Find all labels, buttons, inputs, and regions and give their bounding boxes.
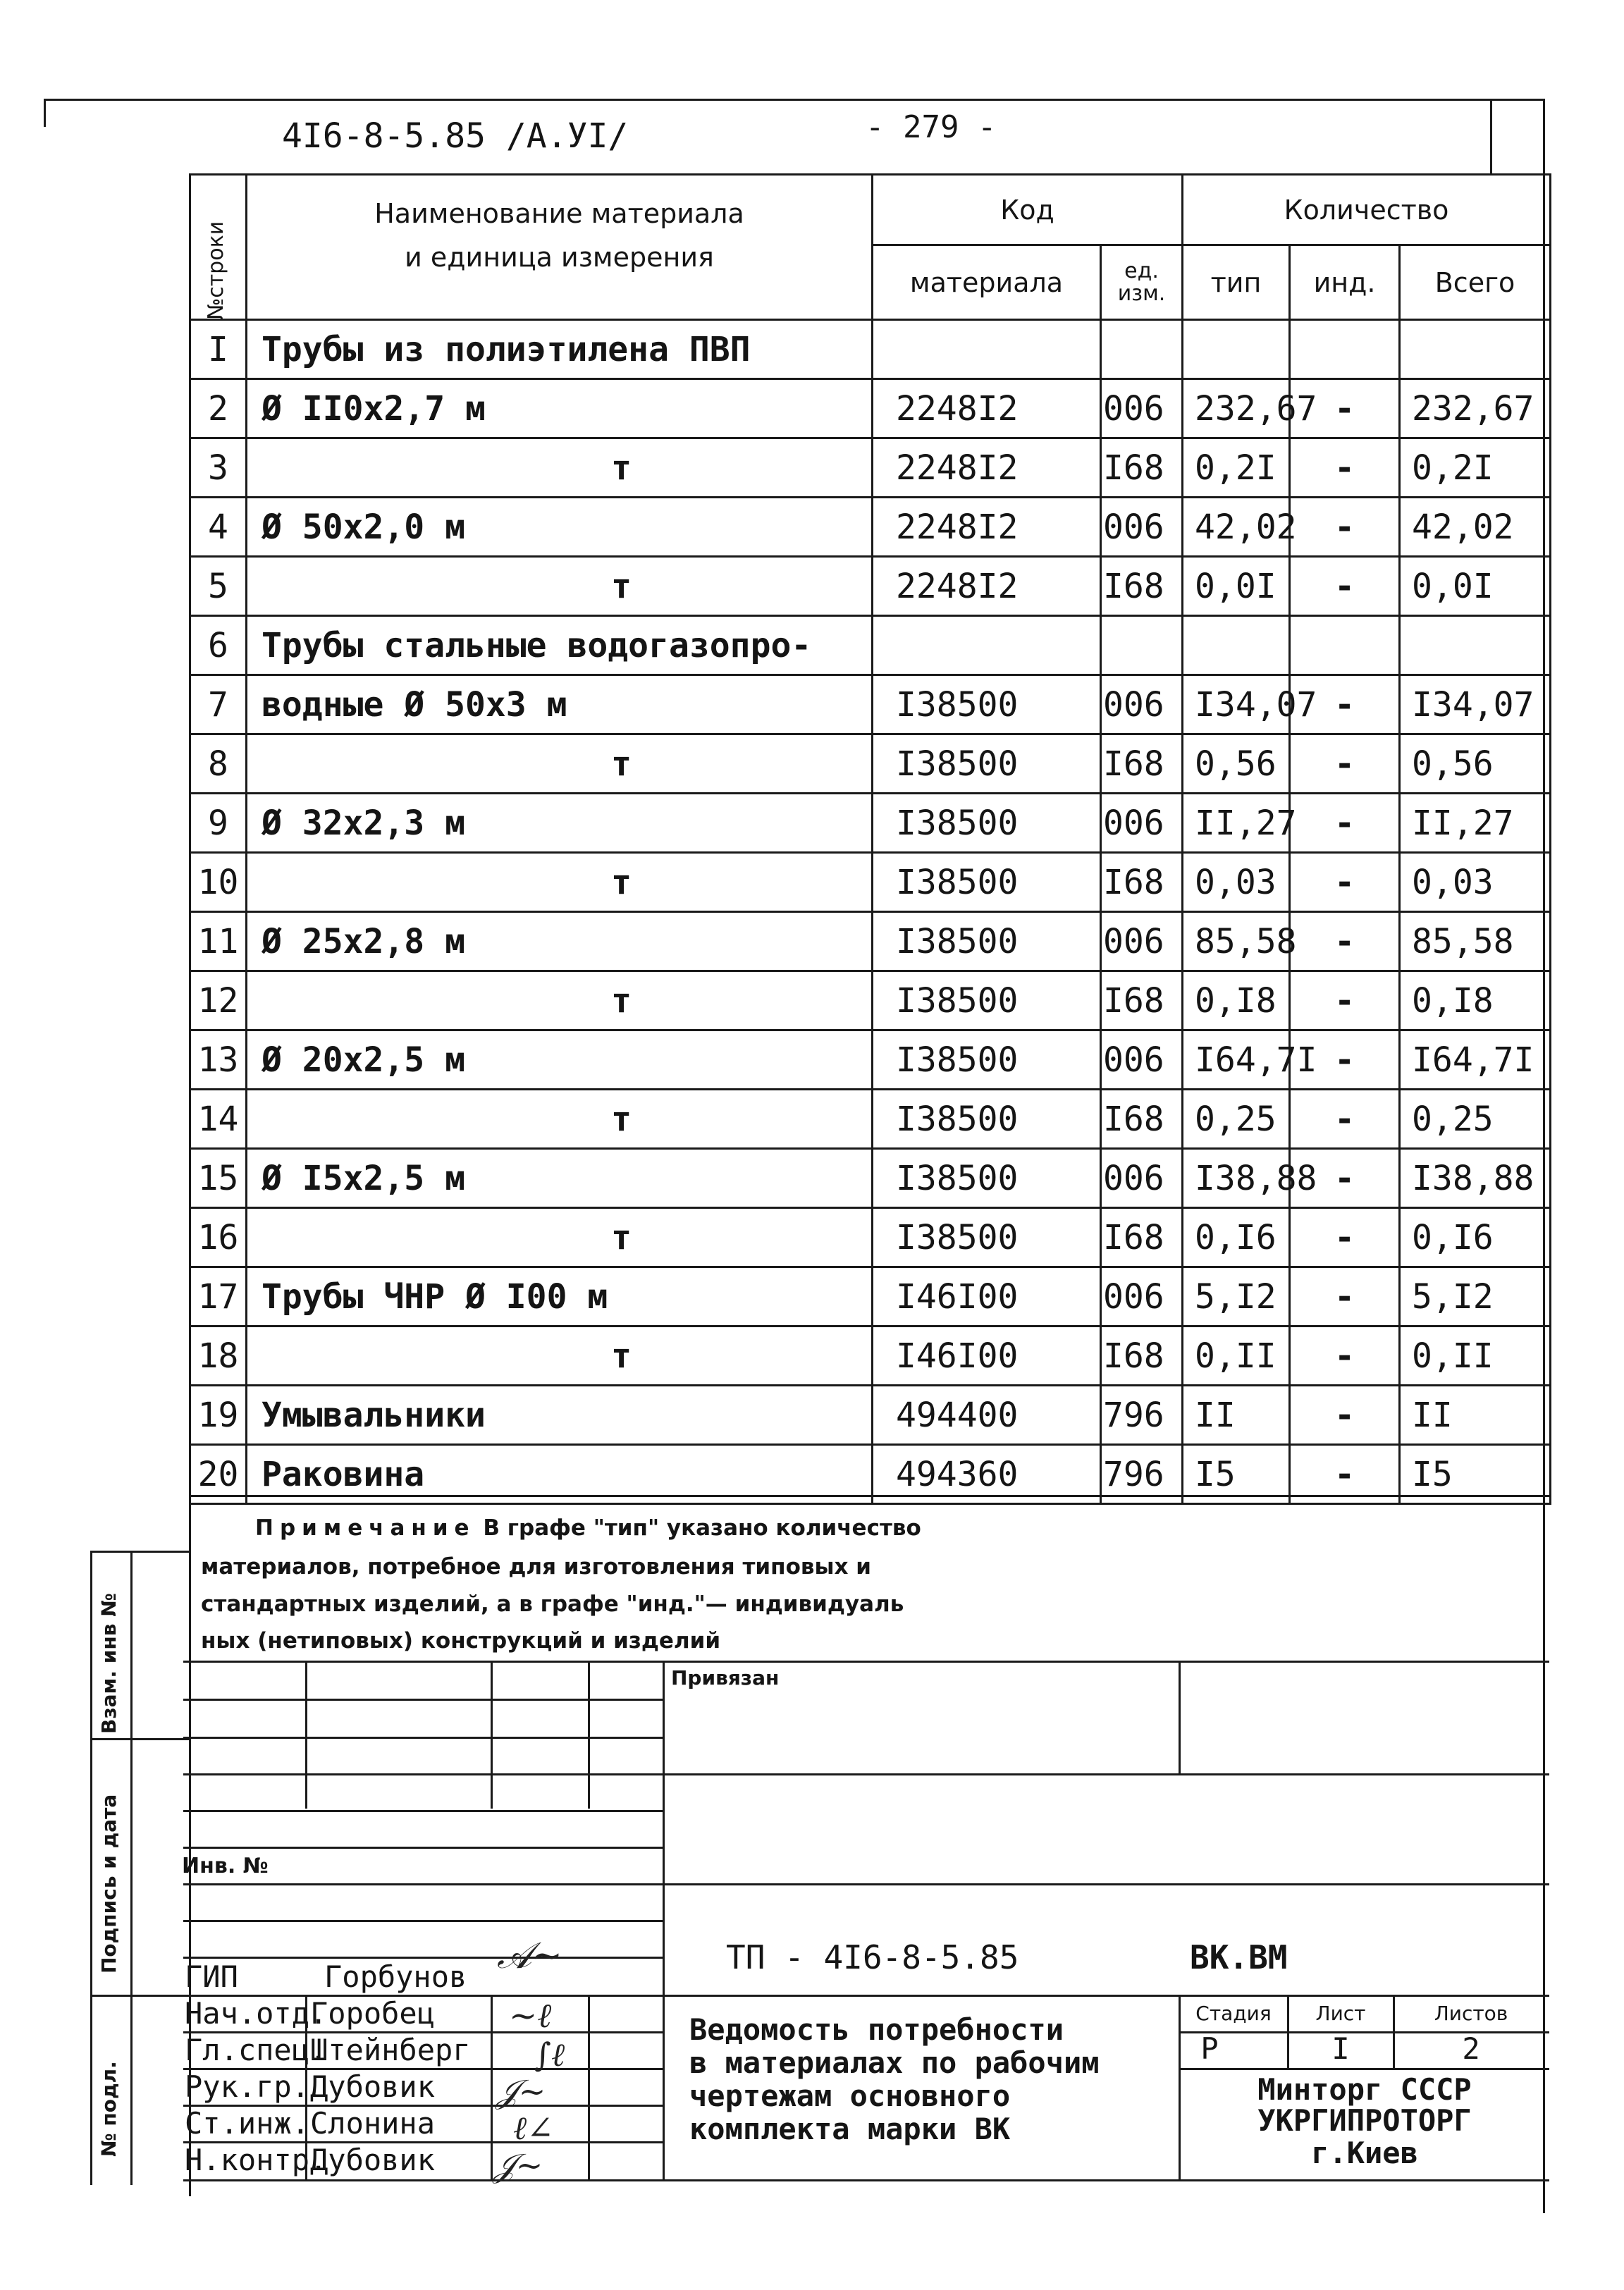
material-code: I38500 bbox=[873, 675, 1101, 734]
material-name: т bbox=[247, 438, 873, 498]
row-number: 10 bbox=[190, 853, 247, 912]
stamp-v3 bbox=[588, 1661, 590, 1809]
signer-name: Дубовик bbox=[310, 2069, 436, 2104]
document-mark: ВК.ВМ bbox=[1190, 1938, 1288, 1976]
sheets-value: 2 bbox=[1462, 2031, 1480, 2066]
material-name: Ø 20x2,5 м bbox=[247, 1030, 873, 1090]
material-code: 2248I2 bbox=[873, 498, 1101, 557]
table-row bbox=[190, 853, 1551, 912]
row-number: 7 bbox=[190, 675, 247, 734]
row-number: 4 bbox=[190, 498, 247, 557]
quantity-ind: - bbox=[1290, 379, 1400, 438]
stamp-grid-h8 bbox=[183, 1957, 663, 1959]
material-code: I38500 bbox=[873, 794, 1101, 853]
table-row bbox=[190, 1030, 1551, 1090]
table-row bbox=[190, 734, 1551, 794]
quantity-ind: - bbox=[1290, 675, 1400, 734]
row-number: 13 bbox=[190, 1030, 247, 1090]
quantity-type: 232,67 bbox=[1183, 379, 1290, 438]
unit-code: 006 bbox=[1101, 1030, 1183, 1090]
unit-code: 006 bbox=[1101, 675, 1183, 734]
side-label-podl: № подл. bbox=[97, 2061, 121, 2157]
stamp-bottom bbox=[663, 2179, 1549, 2181]
stamp-v4 bbox=[663, 1661, 665, 2181]
table-row bbox=[190, 1090, 1551, 1149]
unit-code: I68 bbox=[1101, 1326, 1183, 1386]
note-box-top bbox=[189, 1495, 1549, 1497]
row-number-header-label: №строки bbox=[204, 221, 228, 320]
quantity-type bbox=[1183, 616, 1290, 675]
sheets-label: Листов bbox=[1434, 2002, 1508, 2025]
unit-code: 006 bbox=[1101, 379, 1183, 438]
unit-code: 006 bbox=[1101, 1149, 1183, 1208]
quantity-total: 5,I2 bbox=[1400, 1267, 1551, 1326]
stamp-v6 bbox=[1179, 1995, 1181, 2181]
signer-role: Ст.инж. bbox=[185, 2106, 310, 2141]
signature-gl-spec: ∫ℓ bbox=[534, 2036, 565, 2074]
material-code: I38500 bbox=[873, 1149, 1101, 1208]
material-name: Ø 32x2,3 м bbox=[247, 794, 873, 853]
quantity-type: 0,I6 bbox=[1183, 1208, 1290, 1267]
code-header: Код bbox=[873, 175, 1183, 245]
quantity-ind: - bbox=[1290, 734, 1400, 794]
row-number: 15 bbox=[190, 1149, 247, 1208]
row-number: I bbox=[190, 320, 247, 379]
stage-label: Стадия bbox=[1195, 2002, 1272, 2025]
signer-role: Н.контр. bbox=[185, 2143, 328, 2177]
sheet-title-1: Ведомость потребности bbox=[689, 2012, 1064, 2047]
stamp-info-h2 bbox=[1179, 2068, 1549, 2070]
quantity-total: I5 bbox=[1400, 1445, 1551, 1504]
signer-name: Штейнберг bbox=[310, 2033, 471, 2067]
table-row bbox=[190, 912, 1551, 971]
inv-no-label: Инв. № bbox=[182, 1854, 269, 1878]
quantity-ind: - bbox=[1290, 1030, 1400, 1090]
material-code: I38500 bbox=[873, 912, 1101, 971]
material-name: Трубы из полиэтилена ПВП bbox=[247, 320, 873, 379]
material-name: т bbox=[247, 1326, 873, 1386]
unit-code: I68 bbox=[1101, 971, 1183, 1030]
material-code: I38500 bbox=[873, 1090, 1101, 1149]
row-number: 3 bbox=[190, 438, 247, 498]
sheet-title-4: комплекта марки ВК bbox=[689, 2112, 1011, 2146]
quantity-ind: - bbox=[1290, 1267, 1400, 1326]
quantity-ind: - bbox=[1290, 1090, 1400, 1149]
quantity-total: 0,56 bbox=[1400, 734, 1551, 794]
stamp-grid-h1 bbox=[183, 1699, 663, 1701]
note-text-1: В графе "тип" указано количество bbox=[483, 1515, 921, 1541]
side-label-vzam: Взам. инв № bbox=[97, 1593, 121, 1734]
unit-code bbox=[1101, 320, 1183, 379]
side-strip-left bbox=[90, 1551, 92, 2185]
note-line-1 bbox=[255, 1515, 921, 1541]
unit-code: 006 bbox=[1101, 498, 1183, 557]
signature-nach-otd: ~ℓ bbox=[509, 1996, 552, 2036]
quantity-type: I5 bbox=[1183, 1445, 1290, 1504]
unit-code: I68 bbox=[1101, 438, 1183, 498]
organization-line-2: УКРГИПРОТОРГ bbox=[1257, 2103, 1472, 2138]
table-row bbox=[190, 971, 1551, 1030]
material-name: т bbox=[247, 1208, 873, 1267]
quantity-type: 0,II bbox=[1183, 1326, 1290, 1386]
unit-code: 006 bbox=[1101, 1267, 1183, 1326]
corner-box-left bbox=[1490, 99, 1492, 173]
quantity-total bbox=[1400, 320, 1551, 379]
material-name: т bbox=[247, 853, 873, 912]
table-row bbox=[190, 557, 1551, 616]
table-row bbox=[190, 438, 1551, 498]
quantity-type-header: тип bbox=[1183, 245, 1290, 320]
organization-line-1: Минторг СССР bbox=[1257, 2072, 1472, 2107]
quantity-ind: - bbox=[1290, 912, 1400, 971]
quantity-total: 0,II bbox=[1400, 1326, 1551, 1386]
quantity-header: Количество bbox=[1183, 175, 1551, 245]
unit-code: 006 bbox=[1101, 794, 1183, 853]
stamp-top bbox=[183, 1661, 1549, 1663]
privyazan-label: Привязан bbox=[671, 1666, 780, 1689]
row-number: 14 bbox=[190, 1090, 247, 1149]
sheet-title-3: чертежам основного bbox=[689, 2079, 1011, 2113]
stamp-v1 bbox=[305, 1661, 307, 1809]
table-row bbox=[190, 1386, 1551, 1445]
material-name: Ø I5x2,5 м bbox=[247, 1149, 873, 1208]
quantity-total: II bbox=[1400, 1386, 1551, 1445]
material-name: т bbox=[247, 734, 873, 794]
stamp-grid-h3 bbox=[183, 1773, 1549, 1775]
material-name: Ø 25x2,8 м bbox=[247, 912, 873, 971]
signer-role: Гл.спец. bbox=[185, 2033, 328, 2067]
stamp-v2b bbox=[491, 1995, 493, 2181]
quantity-type: 0,2I bbox=[1183, 438, 1290, 498]
quantity-type: 0,56 bbox=[1183, 734, 1290, 794]
quantity-ind: - bbox=[1290, 794, 1400, 853]
table-row bbox=[190, 498, 1551, 557]
signature-ruk-gr: 𝒥~ bbox=[496, 2072, 546, 2110]
table-row bbox=[190, 1208, 1551, 1267]
table-row bbox=[190, 1326, 1551, 1386]
row-number: 20 bbox=[190, 1445, 247, 1504]
frame-top bbox=[44, 99, 1545, 101]
material-code bbox=[873, 616, 1101, 675]
row-number: 16 bbox=[190, 1208, 247, 1267]
quantity-type: 85,58 bbox=[1183, 912, 1290, 971]
signature-st-inzh: ℓ∠ bbox=[513, 2109, 554, 2147]
material-code: 494360 bbox=[873, 1445, 1101, 1504]
quantity-ind: - bbox=[1290, 971, 1400, 1030]
materials-table bbox=[189, 173, 1551, 1505]
quantity-total: I64,7I bbox=[1400, 1030, 1551, 1090]
row-number: 5 bbox=[190, 557, 247, 616]
material-name: Раковина bbox=[247, 1445, 873, 1504]
quantity-total: 85,58 bbox=[1400, 912, 1551, 971]
material-code: I38500 bbox=[873, 734, 1101, 794]
quantity-ind: - bbox=[1290, 1326, 1400, 1386]
material-code: I38500 bbox=[873, 853, 1101, 912]
quantity-type: 0,I8 bbox=[1183, 971, 1290, 1030]
stamp-grid-h7 bbox=[183, 1920, 663, 1922]
table-row bbox=[190, 616, 1551, 675]
unit-code: 796 bbox=[1101, 1445, 1183, 1504]
stamp-v3b bbox=[588, 1995, 590, 2181]
signer-role: Рук.гр. bbox=[185, 2069, 310, 2104]
stamp-info-v1 bbox=[1287, 1995, 1289, 2068]
name-header-line2: и единица измерения bbox=[405, 242, 714, 273]
code-material-header: материала bbox=[873, 245, 1101, 320]
quantity-type: II bbox=[1183, 1386, 1290, 1445]
quantity-type bbox=[1183, 320, 1290, 379]
name-header bbox=[247, 175, 873, 320]
quantity-type: I34,07 bbox=[1183, 675, 1290, 734]
sheet-label: Лист bbox=[1315, 2002, 1366, 2025]
quantity-total: 42,02 bbox=[1400, 498, 1551, 557]
stamp-grid-h14 bbox=[183, 2179, 663, 2181]
row-number: 11 bbox=[190, 912, 247, 971]
page-number: - 279 - bbox=[866, 109, 997, 145]
signer-name: Горбунов bbox=[324, 1959, 467, 1994]
side-strip-h1 bbox=[90, 1738, 189, 1740]
stamp-info-v2 bbox=[1393, 1995, 1395, 2068]
document-number: ТП - 4I6-8-5.85 bbox=[726, 1938, 1019, 1976]
side-label-podpis: Подпись и дата bbox=[97, 1794, 121, 1974]
quantity-ind-header: инд. bbox=[1290, 245, 1400, 320]
table-row bbox=[190, 1149, 1551, 1208]
quantity-type: 0,0I bbox=[1183, 557, 1290, 616]
quantity-ind: - bbox=[1290, 1386, 1400, 1445]
sheet-value: I bbox=[1331, 2031, 1350, 2066]
quantity-ind: - bbox=[1290, 1208, 1400, 1267]
row-number: 19 bbox=[190, 1386, 247, 1445]
row-number: 17 bbox=[190, 1267, 247, 1326]
material-code: I38500 bbox=[873, 1030, 1101, 1090]
quantity-ind: - bbox=[1290, 1445, 1400, 1504]
note-line-2: материалов, потребное для изготовления типовых и bbox=[201, 1554, 872, 1580]
material-name: т bbox=[247, 557, 873, 616]
stamp-v2 bbox=[491, 1661, 493, 1809]
quantity-total: 0,2I bbox=[1400, 438, 1551, 498]
material-code: I38500 bbox=[873, 971, 1101, 1030]
material-name: Умывальники bbox=[247, 1386, 873, 1445]
row-number: 9 bbox=[190, 794, 247, 853]
quantity-total: 232,67 bbox=[1400, 379, 1551, 438]
side-strip-top bbox=[90, 1551, 189, 1553]
quantity-type: 0,03 bbox=[1183, 853, 1290, 912]
material-code: I46I00 bbox=[873, 1267, 1101, 1326]
quantity-total: 0,I8 bbox=[1400, 971, 1551, 1030]
table-row bbox=[190, 320, 1551, 379]
unit-code: I68 bbox=[1101, 1208, 1183, 1267]
quantity-ind bbox=[1290, 320, 1400, 379]
side-strip-h2 bbox=[90, 1995, 189, 1997]
material-code: 2248I2 bbox=[873, 557, 1101, 616]
quantity-ind: - bbox=[1290, 498, 1400, 557]
material-code: I38500 bbox=[873, 1208, 1101, 1267]
table-row bbox=[190, 794, 1551, 853]
signature-n-kontr: 𝒥~ bbox=[493, 2146, 543, 2184]
note-line-4: ных (нетиповых) конструкций и изделий bbox=[201, 1628, 721, 1654]
quantity-total: I34,07 bbox=[1400, 675, 1551, 734]
signer-role: ГИП bbox=[185, 1959, 238, 1994]
table-row bbox=[190, 379, 1551, 438]
organization-line-3: г.Киев bbox=[1311, 2136, 1418, 2170]
unit-code: I68 bbox=[1101, 734, 1183, 794]
quantity-total: 0,03 bbox=[1400, 853, 1551, 912]
quantity-total: 0,I6 bbox=[1400, 1208, 1551, 1267]
quantity-ind bbox=[1290, 616, 1400, 675]
stamp-v5 bbox=[1179, 1661, 1181, 1773]
unit-code: I68 bbox=[1101, 557, 1183, 616]
unit-code: 006 bbox=[1101, 912, 1183, 971]
unit-code: 796 bbox=[1101, 1386, 1183, 1445]
row-number: 6 bbox=[190, 616, 247, 675]
quantity-total: II,27 bbox=[1400, 794, 1551, 853]
quantity-total: 0,0I bbox=[1400, 557, 1551, 616]
quantity-total-header: Всего bbox=[1400, 245, 1551, 320]
document-code: 4I6-8-5.85 /A.УI/ bbox=[282, 116, 629, 156]
quantity-ind: - bbox=[1290, 853, 1400, 912]
name-header-line1: Наименование материала bbox=[374, 198, 744, 229]
side-strip-mid bbox=[130, 1551, 133, 2185]
stage-value: Р bbox=[1200, 2031, 1219, 2066]
note-line-3: стандартных изделий, а в графе "инд."— индивидуаль bbox=[201, 1592, 904, 1617]
material-name: т bbox=[247, 1090, 873, 1149]
quantity-ind: - bbox=[1290, 438, 1400, 498]
material-code: 2248I2 bbox=[873, 379, 1101, 438]
stamp-grid-h5 bbox=[183, 1847, 663, 1849]
material-name: водные Ø 50x3 м bbox=[247, 675, 873, 734]
quantity-type: II,27 bbox=[1183, 794, 1290, 853]
row-number-header bbox=[190, 175, 247, 320]
unit-code: I68 bbox=[1101, 853, 1183, 912]
signer-role: Нач.отд. bbox=[185, 1996, 328, 2031]
quantity-type: I64,7I bbox=[1183, 1030, 1290, 1090]
note-heading: Примечание bbox=[255, 1515, 476, 1541]
stamp-grid-h2 bbox=[183, 1737, 663, 1739]
material-code: 494400 bbox=[873, 1386, 1101, 1445]
row-number: 12 bbox=[190, 971, 247, 1030]
unit-code bbox=[1101, 616, 1183, 675]
sheet-title-2: в материалах по рабочим bbox=[689, 2045, 1100, 2080]
stamp-grid-h6 bbox=[183, 1883, 1549, 1885]
row-number: 18 bbox=[190, 1326, 247, 1386]
unit-code: I68 bbox=[1101, 1090, 1183, 1149]
material-code bbox=[873, 320, 1101, 379]
signer-name: Дубовик bbox=[310, 2143, 436, 2177]
material-code: I46I00 bbox=[873, 1326, 1101, 1386]
row-number: 8 bbox=[190, 734, 247, 794]
table-row bbox=[190, 675, 1551, 734]
frame-left-top bbox=[44, 99, 46, 127]
signer-name: Слонина bbox=[310, 2106, 436, 2141]
quantity-total bbox=[1400, 616, 1551, 675]
quantity-total: I38,88 bbox=[1400, 1149, 1551, 1208]
row-number: 2 bbox=[190, 379, 247, 438]
code-unit-header: ед. изм. bbox=[1101, 245, 1183, 320]
quantity-ind: - bbox=[1290, 557, 1400, 616]
quantity-type: 5,I2 bbox=[1183, 1267, 1290, 1326]
signer-name: Горобец bbox=[310, 1996, 436, 2031]
quantity-total: 0,25 bbox=[1400, 1090, 1551, 1149]
material-name: Трубы стальные водогазопро- bbox=[247, 616, 873, 675]
quantity-type: 42,02 bbox=[1183, 498, 1290, 557]
signature-gip: 𝒜~ bbox=[497, 1935, 562, 1977]
quantity-type: 0,25 bbox=[1183, 1090, 1290, 1149]
quantity-type: I38,88 bbox=[1183, 1149, 1290, 1208]
table-row bbox=[190, 1267, 1551, 1326]
quantity-ind: - bbox=[1290, 1149, 1400, 1208]
material-name: Трубы ЧНР Ø I00 м bbox=[247, 1267, 873, 1326]
stamp-grid-h4 bbox=[183, 1810, 663, 1812]
material-name: Ø II0x2,7 м bbox=[247, 379, 873, 438]
material-code: 2248I2 bbox=[873, 438, 1101, 498]
material-name: Ø 50x2,0 м bbox=[247, 498, 873, 557]
material-name: т bbox=[247, 971, 873, 1030]
